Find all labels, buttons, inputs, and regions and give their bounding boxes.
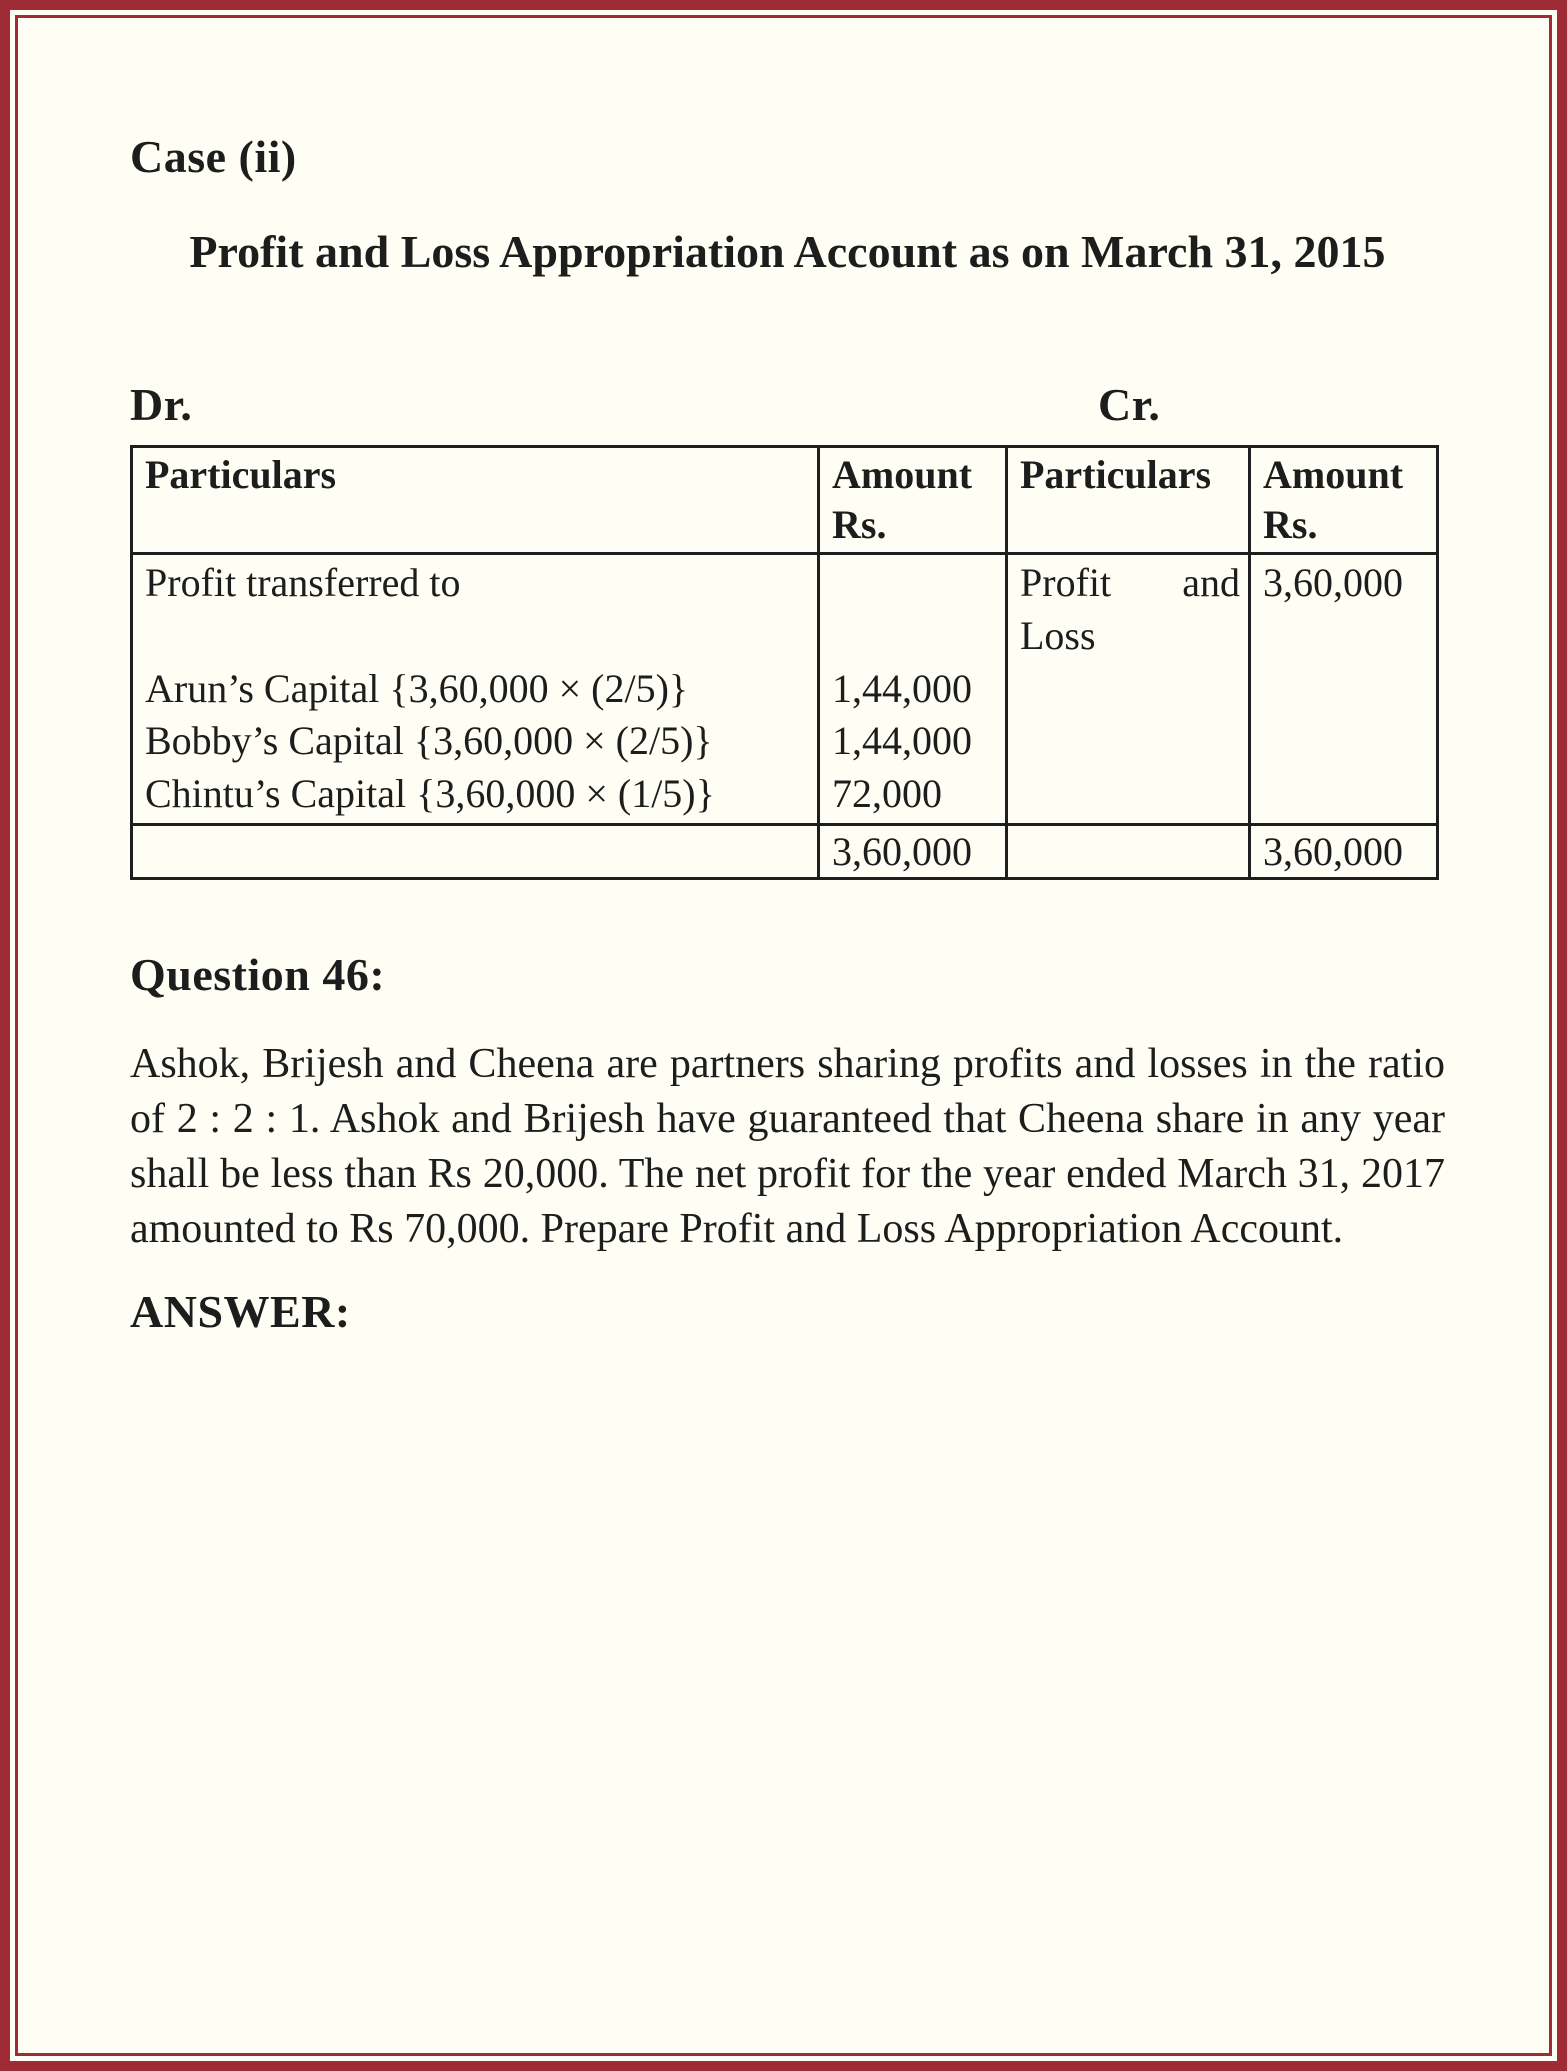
answer-heading: ANSWER: xyxy=(130,1285,351,1337)
credit-amount-cell xyxy=(1250,554,1438,825)
table-total-row xyxy=(132,824,1438,878)
credit-word-and: and xyxy=(1182,560,1240,605)
debit-line-arun-capital: Arun’s Capital {3,60,000 × (2/5)} xyxy=(145,665,689,711)
cr-label: Cr. xyxy=(1098,379,1161,430)
debit-line-bobby-capital: Bobby’s Capital {3,60,000 × (2/5)} xyxy=(145,718,713,764)
debit-amount-arun: 1,44,000 xyxy=(832,665,972,711)
header-particulars-credit: Particulars xyxy=(1007,447,1250,554)
debit-amount-bobby: 1,44,000 xyxy=(832,718,972,764)
debit-amount-blank-2 xyxy=(832,610,997,663)
dr-label: Dr. xyxy=(130,379,193,430)
case-heading: Case (ii) xyxy=(130,131,297,182)
header-amount-debit: Amount Rs. xyxy=(819,447,1007,554)
question-heading: Question 46: xyxy=(130,948,386,1000)
table-header-row xyxy=(132,447,1438,554)
header-amount-credit: Amount Rs. xyxy=(1250,447,1438,554)
debit-amount-blank-1 xyxy=(832,557,997,610)
header-particulars-debit: Particulars xyxy=(132,447,819,554)
debit-line-blank xyxy=(145,610,809,663)
total-debit-particulars-cell xyxy=(132,824,819,878)
question-text: Ashok, Brijesh and Cheena are partners sharing profits and losses in the ratio of 2 : 2 : 1. Ashok and Brijesh have guaranteed that Cheena share in any year shall be less than Rs 20,000. The net profit for the year ended March 31, 2017 amounted to Rs 70,000. Prepare Profit and Loss Appropriation Account. xyxy=(130,1040,1445,1252)
dr-cr-row xyxy=(130,378,1445,431)
debit-particulars-cell xyxy=(132,554,819,825)
account-title: Profit and Loss Appropriation Account as on March 31, 2015 xyxy=(189,226,1386,277)
credit-line-profit-and xyxy=(1020,557,1240,610)
total-debit-amount-cell: 3,60,000 xyxy=(819,824,1007,878)
table-body-row xyxy=(132,554,1438,825)
debit-amount-chintu: 72,000 xyxy=(832,771,942,817)
credit-amount-value: 3,60,000 xyxy=(1263,560,1403,605)
credit-line-loss: Loss xyxy=(1020,612,1096,658)
debit-line-chintu-capital: Chintu’s Capital {3,60,000 × (1/5)} xyxy=(145,771,715,817)
page-content xyxy=(0,130,1567,1338)
credit-particulars-cell xyxy=(1007,554,1250,825)
total-credit-particulars-cell xyxy=(1007,824,1250,878)
credit-word-profit: Profit xyxy=(1020,560,1112,605)
debit-amount-cell xyxy=(819,554,1007,825)
debit-line-profit-transferred: Profit transferred to xyxy=(145,560,461,605)
total-credit-amount-cell: 3,60,000 xyxy=(1250,824,1438,878)
appropriation-account-table xyxy=(130,445,1439,880)
